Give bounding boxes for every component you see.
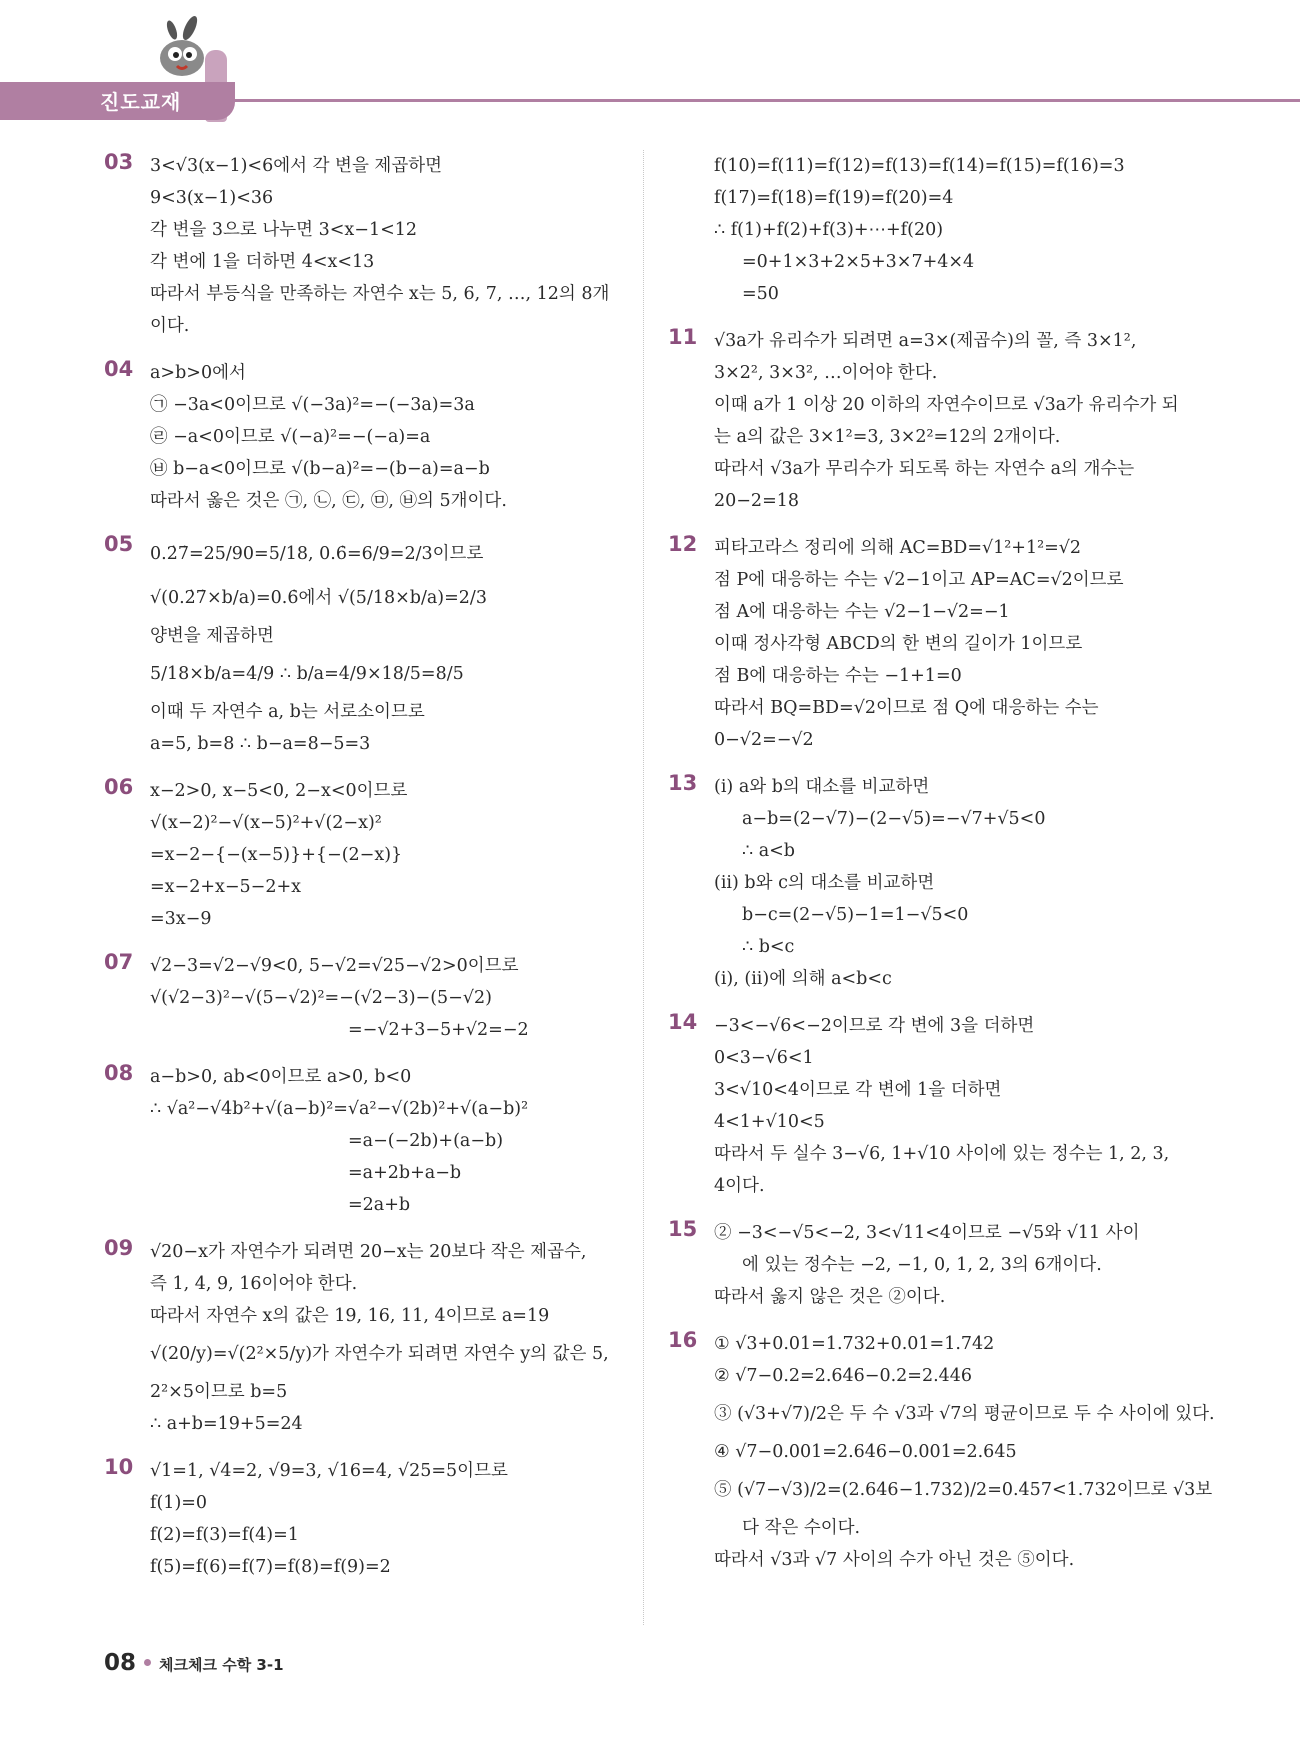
solution-05: [104, 532, 624, 760]
solution-line: ③ (√3+√7)/2은 두 수 √3과 √7의 평균이므로 두 수 사이에 있다.: [714, 1404, 1215, 1424]
solution-line: ② −3<−√5<−2, 3<√11<4이므로 −√5와 √11 사이: [714, 1223, 1140, 1243]
solution-line: 20−2=18: [714, 491, 799, 511]
problem-number: 16: [668, 1328, 698, 1352]
solution-line: 따라서 옳은 것은 ㉠, ㉡, ㉢, ㉤, ㉥의 5개이다.: [150, 491, 507, 511]
solution-10: [104, 1455, 624, 1583]
problem-number: 12: [668, 532, 698, 556]
solution-line: 점 P에 대응하는 수는 √2−1이고 AP=AC=√2이므로: [714, 570, 1124, 590]
solution-line: 5/18×b/a=4/9 ∴ b/a=4/9×18/5=8/5: [150, 664, 464, 684]
solution-line: 4<1+√10<5: [714, 1112, 825, 1132]
footer-bullet-icon: [144, 1659, 151, 1666]
problem-number: 05: [104, 532, 134, 556]
solution-line: 따라서 옳지 않은 것은 ②이다.: [714, 1287, 946, 1307]
solution-15: [668, 1217, 1188, 1313]
solution-04: [104, 357, 624, 517]
solution-line: √2−3=√2−√9<0, 5−√2=√25−√2>0이므로: [150, 956, 519, 976]
solution-line: √(0.2̇7̇×b/a)=0.6̇에서 √(5/18×b/a)=2/3: [150, 588, 487, 608]
solution-line: 따라서 두 실수 3−√6, 1+√10 사이에 있는 정수는 1, 2, 3,: [714, 1144, 1170, 1164]
solution-line: 따라서 √3a가 무리수가 되도록 하는 자연수 a의 개수는: [714, 459, 1135, 479]
solution-14: [668, 1010, 1188, 1202]
solution-line: 각 변을 3으로 나누면 3<x−1<12: [150, 220, 418, 240]
solution-line: =a+2b+a−b: [348, 1163, 462, 1183]
solution-line: ㉣ −a<0이므로 √(−a)²=−(−a)=a: [150, 427, 431, 447]
solution-10-continued: [668, 150, 1188, 310]
solution-line: =−√2+3−5+√2=−2: [348, 1020, 529, 1040]
left-column: [104, 150, 624, 1598]
problem-number: 13: [668, 771, 698, 795]
solution-line: 이때 a가 1 이상 20 이하의 자연수이므로 √3a가 유리수가 되: [714, 395, 1179, 415]
solution-line: 0.2̇7̇=25/90=5/18, 0.6̇=6/9=2/3이므로: [150, 544, 484, 564]
solution-line: =a−(−2b)+(a−b): [348, 1131, 504, 1151]
solution-line: a>b>0에서: [150, 363, 246, 383]
solution-line: ㉥ b−a<0이므로 √(b−a)²=−(b−a)=a−b: [150, 459, 490, 479]
solution-line: 2²×5이므로 b=5: [150, 1382, 288, 1402]
solution-line: =2a+b: [348, 1195, 411, 1215]
solution-line: 점 B에 대응하는 수는 −1+1=0: [714, 666, 962, 686]
solution-line: f(2)=f(3)=f(4)=1: [150, 1525, 299, 1545]
solution-16: [668, 1328, 1215, 1576]
solution-line: =x−2+x−5−2+x: [150, 877, 301, 897]
page-number: 08: [104, 1650, 137, 1676]
solution-line: f(10)=f(11)=f(12)=f(13)=f(14)=f(15)=f(16)=3: [714, 156, 1125, 176]
solution-03: [104, 150, 624, 342]
solution-line: ∴ a+b=19+5=24: [150, 1414, 303, 1434]
solution-line: 이때 두 자연수 a, b는 서로소이므로: [150, 702, 425, 722]
solution-line: 는 a의 값은 3×1²=3, 3×2²=12의 2개이다.: [714, 427, 1061, 447]
solution-line: 즉 1, 4, 9, 16이어야 한다.: [150, 1274, 358, 1294]
solution-line: (ii) b와 c의 대소를 비교하면: [714, 873, 935, 893]
solution-06: [104, 775, 624, 935]
solution-line: 각 변에 1을 더하면 4<x<13: [150, 252, 375, 272]
solution-line: ∴ √a²−√4b²+√(a−b)²=√a²−√(2b)²+√(a−b)²: [150, 1099, 529, 1119]
problem-number: 15: [668, 1217, 698, 1241]
solution-line: (i) a와 b의 대소를 비교하면: [714, 777, 930, 797]
problem-number: 09: [104, 1236, 134, 1260]
solution-line: 0<3−√6<1: [714, 1048, 814, 1068]
solution-line: =3x−9: [150, 909, 212, 929]
solution-12: [668, 532, 1188, 756]
solution-line: f(5)=f(6)=f(7)=f(8)=f(9)=2: [150, 1557, 391, 1577]
solution-line: f(1)=0: [150, 1493, 208, 1513]
solution-line: √20−x가 자연수가 되려면 20−x는 20보다 작은 제곱수,: [150, 1242, 587, 1262]
solution-line: √(x−2)²−√(x−5)²+√(2−x)²: [150, 813, 382, 833]
solution-line: √(20/y)=√(2²×5/y)가 자연수가 되려면 자연수 y의 값은 5,: [150, 1344, 609, 1364]
solution-line: 에 있는 정수는 −2, −1, 0, 1, 2, 3의 6개이다.: [742, 1255, 1102, 1275]
solution-line: ④ √7−0.001=2.646−0.001=2.645: [714, 1442, 1017, 1462]
solution-line: 이때 정사각형 ABCD의 한 변의 길이가 1이므로: [714, 634, 1083, 654]
solution-line: 9<3(x−1)<36: [150, 188, 274, 208]
rabbit-mascot-icon: [150, 14, 220, 84]
solution-line: 3<√10<4이므로 각 변에 1을 더하면: [714, 1080, 1002, 1100]
solution-line: 피타고라스 정리에 의해 AC=BD=√1²+1²=√2: [714, 538, 1082, 558]
problem-number: 06: [104, 775, 134, 799]
problem-number: 04: [104, 357, 134, 381]
solution-line: ∴ a<b: [742, 841, 795, 861]
solution-07: [104, 950, 624, 1046]
problem-number: 10: [104, 1455, 134, 1479]
problem-number: 03: [104, 150, 134, 174]
section-title: 진도교재: [100, 90, 182, 114]
solution-line: 따라서 자연수 x의 값은 19, 16, 11, 4이므로 a=19: [150, 1306, 550, 1326]
solution-line: √3a가 유리수가 되려면 a=3×(제곱수)의 꼴, 즉 3×1²,: [714, 331, 1137, 351]
solution-09: [104, 1236, 624, 1440]
column-divider: [643, 150, 644, 1625]
page-footer: [104, 1650, 284, 1676]
solution-11: [668, 325, 1188, 517]
solution-line: (i), (ii)에 의해 a<b<c: [714, 969, 892, 989]
solution-line: ㉠ −3a<0이므로 √(−3a)²=−(−3a)=3a: [150, 395, 475, 415]
solution-line: =x−2−{−(x−5)}+{−(2−x)}: [150, 845, 403, 865]
solution-line: a−b=(2−√7)−(2−√5)=−√7+√5<0: [742, 809, 1046, 829]
solution-line: ① √3+0.01=1.732+0.01=1.742: [714, 1334, 995, 1354]
right-column: [668, 150, 1215, 1591]
problem-number: 08: [104, 1061, 134, 1085]
solution-line: 따라서 √3과 √7 사이의 수가 아닌 것은 ⑤이다.: [714, 1550, 1075, 1570]
solution-line: √1=1, √4=2, √9=3, √16=4, √25=5이므로: [150, 1461, 508, 1481]
solution-line: a−b>0, ab<0이므로 a>0, b<0: [150, 1067, 412, 1087]
solution-line: 따라서 BQ=BD=√2이므로 점 Q에 대응하는 수는: [714, 698, 1099, 718]
solution-line: f(17)=f(18)=f(19)=f(20)=4: [714, 188, 954, 208]
solution-line: x−2>0, x−5<0, 2−x<0이므로: [150, 781, 408, 801]
solution-line: b−c=(2−√5)−1=1−√5<0: [742, 905, 969, 925]
solution-line: 4이다.: [714, 1176, 765, 1196]
solution-line: 다 작은 수이다.: [742, 1518, 861, 1538]
book-title: 체크체크 수학 3-1: [159, 1656, 284, 1674]
header-rule: [225, 99, 1300, 102]
solution-line: ⑤ (√7−√3)/2=(2.646−1.732)/2=0.457<1.732이므로 √3보: [714, 1480, 1213, 1500]
solution-line: ∴ f(1)+f(2)+f(3)+⋯+f(20): [714, 220, 944, 240]
problem-number: 11: [668, 325, 698, 349]
solution-line: 이다.: [150, 316, 190, 336]
solution-line: ∴ b<c: [742, 937, 795, 957]
solution-08: [104, 1061, 624, 1221]
problem-number: 14: [668, 1010, 698, 1034]
solution-line: 양변을 제곱하면: [150, 626, 274, 646]
solution-line: a=5, b=8 ∴ b−a=8−5=3: [150, 734, 371, 754]
solution-line: 3×2², 3×3², …이어야 한다.: [714, 363, 938, 383]
solution-line: 3<√3(x−1)<6에서 각 변을 제곱하면: [150, 156, 443, 176]
solution-line: 0−√2=−√2: [714, 730, 814, 750]
solution-line: =0+1×3+2×5+3×7+4×4: [742, 252, 975, 272]
solution-line: 따라서 부등식을 만족하는 자연수 x는 5, 6, 7, …, 12의 8개: [150, 284, 610, 304]
solution-13: [668, 771, 1188, 995]
solution-line: 점 A에 대응하는 수는 √2−1−√2=−1: [714, 602, 1010, 622]
solution-line: =50: [742, 284, 779, 304]
solution-line: −3<−√6<−2이므로 각 변에 3을 더하면: [714, 1016, 1035, 1036]
solution-line: √(√2−3)²−√(5−√2)²=−(√2−3)−(5−√2): [150, 988, 492, 1008]
solution-line: ② √7−0.2=2.646−0.2=2.446: [714, 1366, 973, 1386]
problem-number: 07: [104, 950, 134, 974]
